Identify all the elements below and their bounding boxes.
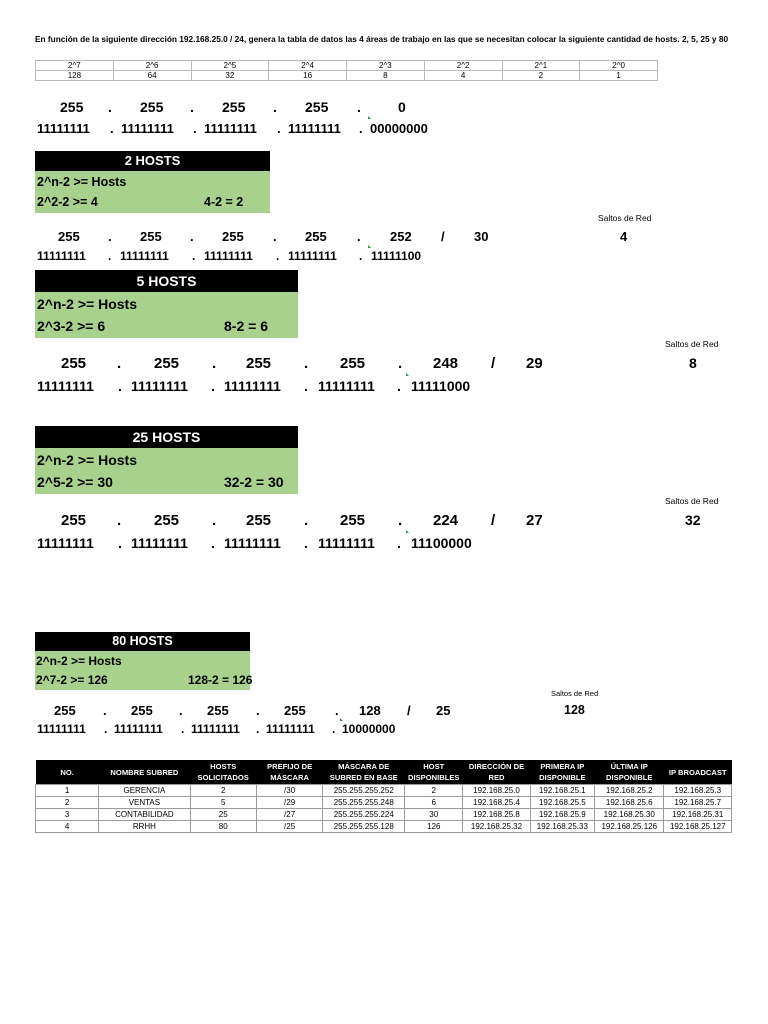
section-header-25-hosts: 25 HOSTS [35, 426, 298, 448]
prefix: 30 [474, 229, 489, 244]
dot: . [359, 249, 363, 263]
binary-octet: 11111111 [224, 378, 281, 394]
table-cell: /29 [256, 797, 322, 809]
octet: 255 [60, 99, 84, 115]
power-cell: 2^6 [113, 61, 191, 71]
binary-octet: 00000000 [370, 121, 428, 136]
saltos-label: Saltos de Red [598, 213, 652, 223]
binary-octet: 11111111 [131, 535, 188, 551]
table-cell: 5 [190, 797, 256, 809]
table-cell: 6 [405, 797, 463, 809]
table-cell: RRHH [99, 821, 190, 833]
powers-value-row [36, 71, 658, 81]
binary-octet: 11111111 [318, 378, 375, 394]
binary-octet: 11111111 [120, 249, 169, 263]
saltos-value: 4 [620, 229, 628, 244]
dot: . [118, 535, 122, 551]
dot: . [103, 703, 107, 718]
table-cell: 1 [36, 785, 99, 797]
table-cell: 192.168.25.30 [595, 809, 664, 821]
mask-decimal-row [0, 229, 768, 246]
formula-result: 4-2 = 2 [204, 195, 244, 209]
mask-decimal-row [0, 355, 768, 374]
dot: . [108, 99, 112, 115]
binary-octet: 11111111 [37, 378, 94, 394]
mask-binary-row [0, 722, 768, 738]
formula: 2^n-2 >= Hosts [36, 654, 122, 668]
power-cell: 2^1 [502, 61, 580, 71]
power-value-cell: 8 [347, 71, 425, 81]
table-cell: 192.168.25.32 [463, 821, 530, 833]
table-cell: 192.168.25.9 [530, 809, 594, 821]
formula-box [35, 292, 298, 338]
power-cell: 2^7 [36, 61, 114, 71]
octet: 255 [54, 703, 76, 718]
formula-result: 32-2 = 30 [224, 474, 284, 490]
table-cell: 192.168.25.31 [664, 809, 732, 821]
binary-octet: 11111111 [318, 535, 375, 551]
dot: . [398, 355, 403, 372]
table-cell: 126 [405, 821, 463, 833]
formula-calc: 2^3-2 >= 6 [37, 318, 106, 334]
table-cell: VENTAS [99, 797, 190, 809]
saltos-value: 8 [689, 355, 697, 371]
dot: . [273, 229, 277, 244]
section-header-5-hosts: 5 HOSTS [35, 270, 298, 292]
power-cell: 2^3 [347, 61, 425, 71]
power-value-cell: 64 [113, 71, 191, 81]
table-cell: 2 [190, 785, 256, 797]
subnet-table [35, 760, 732, 833]
power-cell: 2^0 [580, 61, 658, 71]
octet: 255 [154, 355, 180, 372]
formula: 2^n-2 >= Hosts [37, 452, 137, 468]
column-header: DIRECCIÓN DE RED [463, 760, 530, 785]
prefix: 29 [526, 355, 543, 372]
table-cell: 255.255.255.224 [323, 809, 405, 821]
binary-octet: 11111111 [191, 722, 240, 736]
octet: 255 [222, 229, 244, 244]
dot: . [335, 703, 339, 718]
octet: 255 [131, 703, 153, 718]
octet: 255 [246, 512, 272, 529]
formula-box [35, 651, 253, 690]
dot: . [104, 722, 108, 736]
octet: 255 [305, 229, 327, 244]
dot: . [179, 703, 183, 718]
binary-octet: 11100000 [411, 535, 472, 551]
mask-binary-row [0, 378, 768, 396]
power-value-cell: 2 [502, 71, 580, 81]
power-value-cell: 16 [269, 71, 347, 81]
power-cell: 2^2 [424, 61, 502, 71]
slash: / [491, 512, 496, 529]
table-header-row [36, 760, 732, 785]
table-cell: 192.168.25.3 [664, 785, 732, 797]
table-cell: /27 [256, 809, 322, 821]
dot: . [211, 535, 215, 551]
binary-octet: 11111111 [131, 378, 188, 394]
saltos-label: Saltos de Red [665, 339, 719, 349]
cell-marker [340, 718, 343, 721]
base-binary-row [0, 121, 768, 138]
octet: 255 [140, 229, 162, 244]
column-header: HOST DISPONIBLES [405, 760, 463, 785]
power-value-cell: 128 [36, 71, 114, 81]
formula: 2^n-2 >= Hosts [37, 175, 127, 189]
formula-calc: 2^5-2 >= 30 [37, 474, 113, 490]
page-title: En función de la siguiente dirección 192.168.25.0 / 24, genera la tabla de datos las 4 áreas de trabajo en las que se necesitan colocar la siguiente cantidad de hosts. 2, 5, 25 y 80 [35, 34, 729, 44]
table-cell: 4 [36, 821, 99, 833]
binary-octet: 11111111 [204, 249, 253, 263]
table-cell: 192.168.25.2 [595, 785, 664, 797]
table-cell: 3 [36, 809, 99, 821]
dot: . [304, 355, 309, 372]
table-cell: 30 [405, 809, 463, 821]
binary-octet: 11111111 [37, 121, 90, 136]
dot: . [256, 703, 260, 718]
column-header: MÁSCARA DE SUBRED EN BASE [323, 760, 405, 785]
cell-marker [368, 116, 371, 119]
column-header: PREFIJO DE MÁSCARA [256, 760, 322, 785]
slash: / [441, 229, 445, 244]
octet: 255 [207, 703, 229, 718]
cell-marker [406, 373, 409, 376]
dot: . [304, 535, 308, 551]
octet: 255 [246, 355, 272, 372]
dot: . [359, 121, 363, 136]
octet: 255 [58, 229, 80, 244]
binary-octet: 11111000 [411, 378, 471, 394]
binary-octet: 11111111 [114, 722, 163, 736]
column-header: IP BROADCAST [664, 760, 732, 785]
table-cell: 192.168.25.8 [463, 809, 530, 821]
table-cell: /30 [256, 785, 322, 797]
column-header: NOMBRE SUBRED [99, 760, 190, 785]
binary-octet: 11111111 [37, 535, 94, 551]
dot: . [193, 121, 197, 136]
dot: . [212, 355, 217, 372]
column-header: PRIMERA IP DISPONIBLE [530, 760, 594, 785]
dot: . [397, 535, 401, 551]
table-cell: 255.255.255.248 [323, 797, 405, 809]
table-cell: 80 [190, 821, 256, 833]
binary-octet: 11111111 [37, 722, 86, 736]
dot: . [304, 378, 308, 394]
table-cell: CONTABILIDAD [99, 809, 190, 821]
power-cell: 2^5 [191, 61, 269, 71]
mask-decimal-row [0, 512, 768, 531]
formula-result: 128-2 = 126 [188, 673, 253, 687]
binary-octet: 11111111 [266, 722, 315, 736]
cell-marker [368, 245, 371, 248]
formula-result: 8-2 = 6 [224, 318, 268, 334]
dot: . [398, 512, 403, 529]
octet: 255 [340, 355, 366, 372]
mask-decimal-row [0, 703, 768, 720]
formula: 2^n-2 >= Hosts [37, 296, 137, 312]
saltos-label: Saltos de Red [551, 689, 599, 698]
slash: / [491, 355, 496, 372]
table-cell: 192.168.25.33 [530, 821, 594, 833]
table-cell: 2 [36, 797, 99, 809]
formula-box [35, 448, 298, 494]
table-cell: 192.168.25.6 [595, 797, 664, 809]
binary-octet: 11111111 [37, 249, 86, 263]
cell-marker [406, 530, 409, 533]
dot: . [117, 355, 122, 372]
octet: 128 [359, 703, 381, 718]
dot: . [192, 249, 196, 263]
octet: 255 [340, 512, 366, 529]
dot: . [332, 722, 336, 736]
dot: . [304, 512, 309, 529]
octet: 255 [154, 512, 180, 529]
powers-exponent-row [36, 61, 658, 71]
mask-binary-row [0, 249, 768, 265]
formula-calc: 2^2-2 >= 4 [37, 195, 98, 209]
octet: 255 [61, 355, 87, 372]
dot: . [397, 378, 401, 394]
prefix: 27 [526, 512, 543, 529]
saltos-label: Saltos de Red [665, 496, 719, 506]
table-cell: 192.168.25.0 [463, 785, 530, 797]
power-value-cell: 1 [580, 71, 658, 81]
power-value-cell: 4 [424, 71, 502, 81]
table-cell: GERENCIA [99, 785, 190, 797]
formula-box [35, 171, 270, 213]
dot: . [110, 121, 114, 136]
slash: / [407, 703, 411, 718]
power-cell: 2^4 [269, 61, 347, 71]
mask-binary-row [0, 535, 768, 553]
binary-octet: 11111111 [288, 249, 337, 263]
octet: 255 [284, 703, 306, 718]
section-header-2-hosts: 2 HOSTS [35, 151, 270, 171]
dot: . [277, 121, 281, 136]
table-cell: 255.255.255.252 [323, 785, 405, 797]
dot: . [118, 378, 122, 394]
binary-octet: 10000000 [342, 722, 396, 736]
table-cell: 192.168.25.127 [664, 821, 732, 833]
saltos-value: 128 [564, 703, 585, 717]
column-header: HOSTS SOLICITADOS [190, 760, 256, 785]
formula-calc: 2^7-2 >= 126 [36, 673, 108, 687]
column-header: NO. [36, 760, 99, 785]
binary-octet: 11111111 [204, 121, 257, 136]
dot: . [108, 249, 112, 263]
prefix: 25 [436, 703, 451, 718]
octet: 224 [433, 512, 459, 529]
binary-octet: 11111111 [288, 121, 341, 136]
binary-octet: 11111100 [371, 249, 422, 263]
binary-octet: 11111111 [121, 121, 174, 136]
table-cell: 192.168.25.4 [463, 797, 530, 809]
dot: . [190, 99, 194, 115]
base-decimal-row [0, 99, 768, 117]
dot: . [117, 512, 122, 529]
table-cell: /25 [256, 821, 322, 833]
dot: . [108, 229, 112, 244]
power-value-cell: 32 [191, 71, 269, 81]
column-header: ÚLTIMA IP DISPONIBLE [595, 760, 664, 785]
dot: . [212, 512, 217, 529]
octet: 255 [140, 99, 164, 115]
table-cell: 192.168.25.1 [530, 785, 594, 797]
saltos-value: 32 [685, 512, 701, 528]
table-row [36, 821, 732, 833]
table-row [36, 785, 732, 797]
octet: 255 [61, 512, 87, 529]
dot: . [211, 378, 215, 394]
dot: . [181, 722, 185, 736]
table-cell: 2 [405, 785, 463, 797]
dot: . [273, 99, 277, 115]
table-cell: 255.255.255.128 [323, 821, 405, 833]
table-cell: 192.168.25.7 [664, 797, 732, 809]
table-row [36, 797, 732, 809]
dot: . [256, 722, 260, 736]
dot: . [357, 99, 361, 115]
powers-table [35, 60, 658, 81]
table-cell: 25 [190, 809, 256, 821]
section-header-80-hosts: 80 HOSTS [35, 632, 250, 651]
binary-octet: 11111111 [224, 535, 281, 551]
octet: 252 [390, 229, 412, 244]
table-row [36, 809, 732, 821]
table-cell: 192.168.25.126 [595, 821, 664, 833]
octet: 255 [305, 99, 329, 115]
dot: . [276, 249, 280, 263]
octet: 248 [433, 355, 459, 372]
octet: 255 [222, 99, 246, 115]
dot: . [190, 229, 194, 244]
octet: 0 [398, 99, 406, 115]
table-cell: 192.168.25.5 [530, 797, 594, 809]
dot: . [357, 229, 361, 244]
